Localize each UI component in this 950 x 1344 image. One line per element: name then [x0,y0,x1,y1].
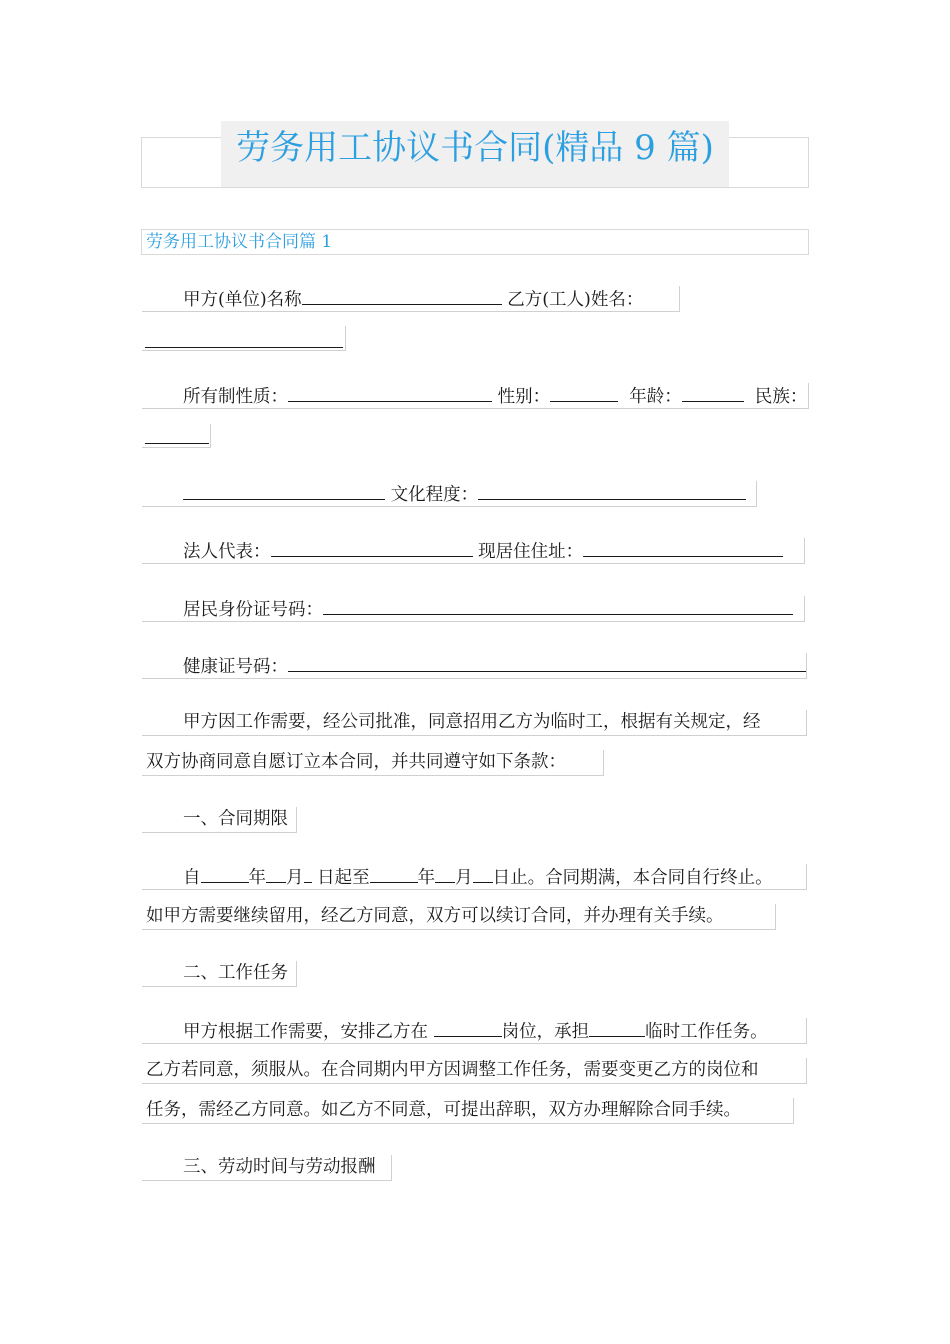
task-intro-text: 甲方根据工作需要，安排乙方在 [183,1022,428,1042]
month-label: 月 [286,868,304,888]
id-number-label: 居民身份证号码： [183,600,323,620]
section-2-title: 二、工作任务 [183,963,288,983]
legal-rep-label: 法人代表： [183,542,271,562]
section-heading: 劳务用工协议书合同篇 1 [146,232,333,252]
employer-name-label: 甲方(单位)名称 [183,290,302,310]
start-to-label: 日起至 [311,868,370,888]
task-position-text: 岗位，承担 [501,1022,590,1042]
health-cert-label: 健康证号码： [183,657,288,677]
section-1-title: 一、合同期限 [183,809,288,829]
start-year-blank [201,864,249,883]
start-day-blank [304,864,312,883]
section-1-line-2: 如甲方需要继续留用，经乙方同意，双方可以续订合同，并办理有关手续。 [146,906,724,926]
education-label: 文化程度： [390,485,479,505]
id-number-blank [323,596,793,615]
address-blank [583,538,783,557]
end-year-blank [370,864,418,883]
education-blank [478,481,746,500]
section-2-line-1 [183,1018,768,1044]
legal-rep-blank [271,538,473,557]
ethnicity-label: 民族： [754,387,808,407]
position-blank [434,1018,502,1037]
section-1-line-1 [183,864,773,890]
address-label: 现居住住址： [478,542,584,562]
form-row-id [183,596,793,622]
age-label: 年龄： [629,387,682,407]
education-prefix-blank [183,481,385,500]
term-end-text: 日止。合同期满，本合同自行终止。 [492,868,773,888]
form-row-legal [183,538,783,564]
ethnicity-blank [145,428,209,444]
worker-name-blank [145,331,343,348]
employer-name-blank [302,286,502,305]
end-month-blank [435,864,455,883]
section-2-line-2: 乙方若同意，须服从。在合同期内甲方因调整工作任务，需要变更乙方的岗位和 [146,1060,759,1080]
age-blank [682,383,744,402]
term-from-label: 自 [183,868,201,888]
task-blank [589,1018,645,1037]
end-day-blank [473,864,493,883]
intro-line-1: 甲方因工作需要，经公司批准，同意招用乙方为临时工，根据有关规定，经 [183,712,761,732]
intro-line-2: 双方协商同意自愿订立本合同，并共同遵守如下条款： [146,752,566,772]
gender-label: 性别： [497,387,551,407]
health-cert-blank [288,653,806,672]
ownership-label: 所有制性质： [183,387,288,407]
task-end-text: 临时工作任务。 [645,1022,768,1042]
start-month-blank [266,864,286,883]
form-row-education [183,481,746,507]
document-title: 劳务用工协议书合同(精品 9 篇) [236,128,714,168]
section-2-line-3: 任务，需经乙方同意。如乙方不同意，可提出辞职，双方办理解除合同手续。 [146,1100,741,1120]
gender-blank [550,383,618,402]
section-3-title: 三、劳动时间与劳动报酬 [183,1157,376,1177]
year-label: 年 [417,868,436,888]
month-label: 月 [455,868,473,888]
year-label: 年 [248,868,266,888]
ownership-blank [288,383,492,402]
form-row-attributes [183,383,807,409]
form-row-health [183,653,806,679]
worker-name-label: 乙方(工人)姓名： [507,290,644,310]
form-row-names [183,286,643,312]
